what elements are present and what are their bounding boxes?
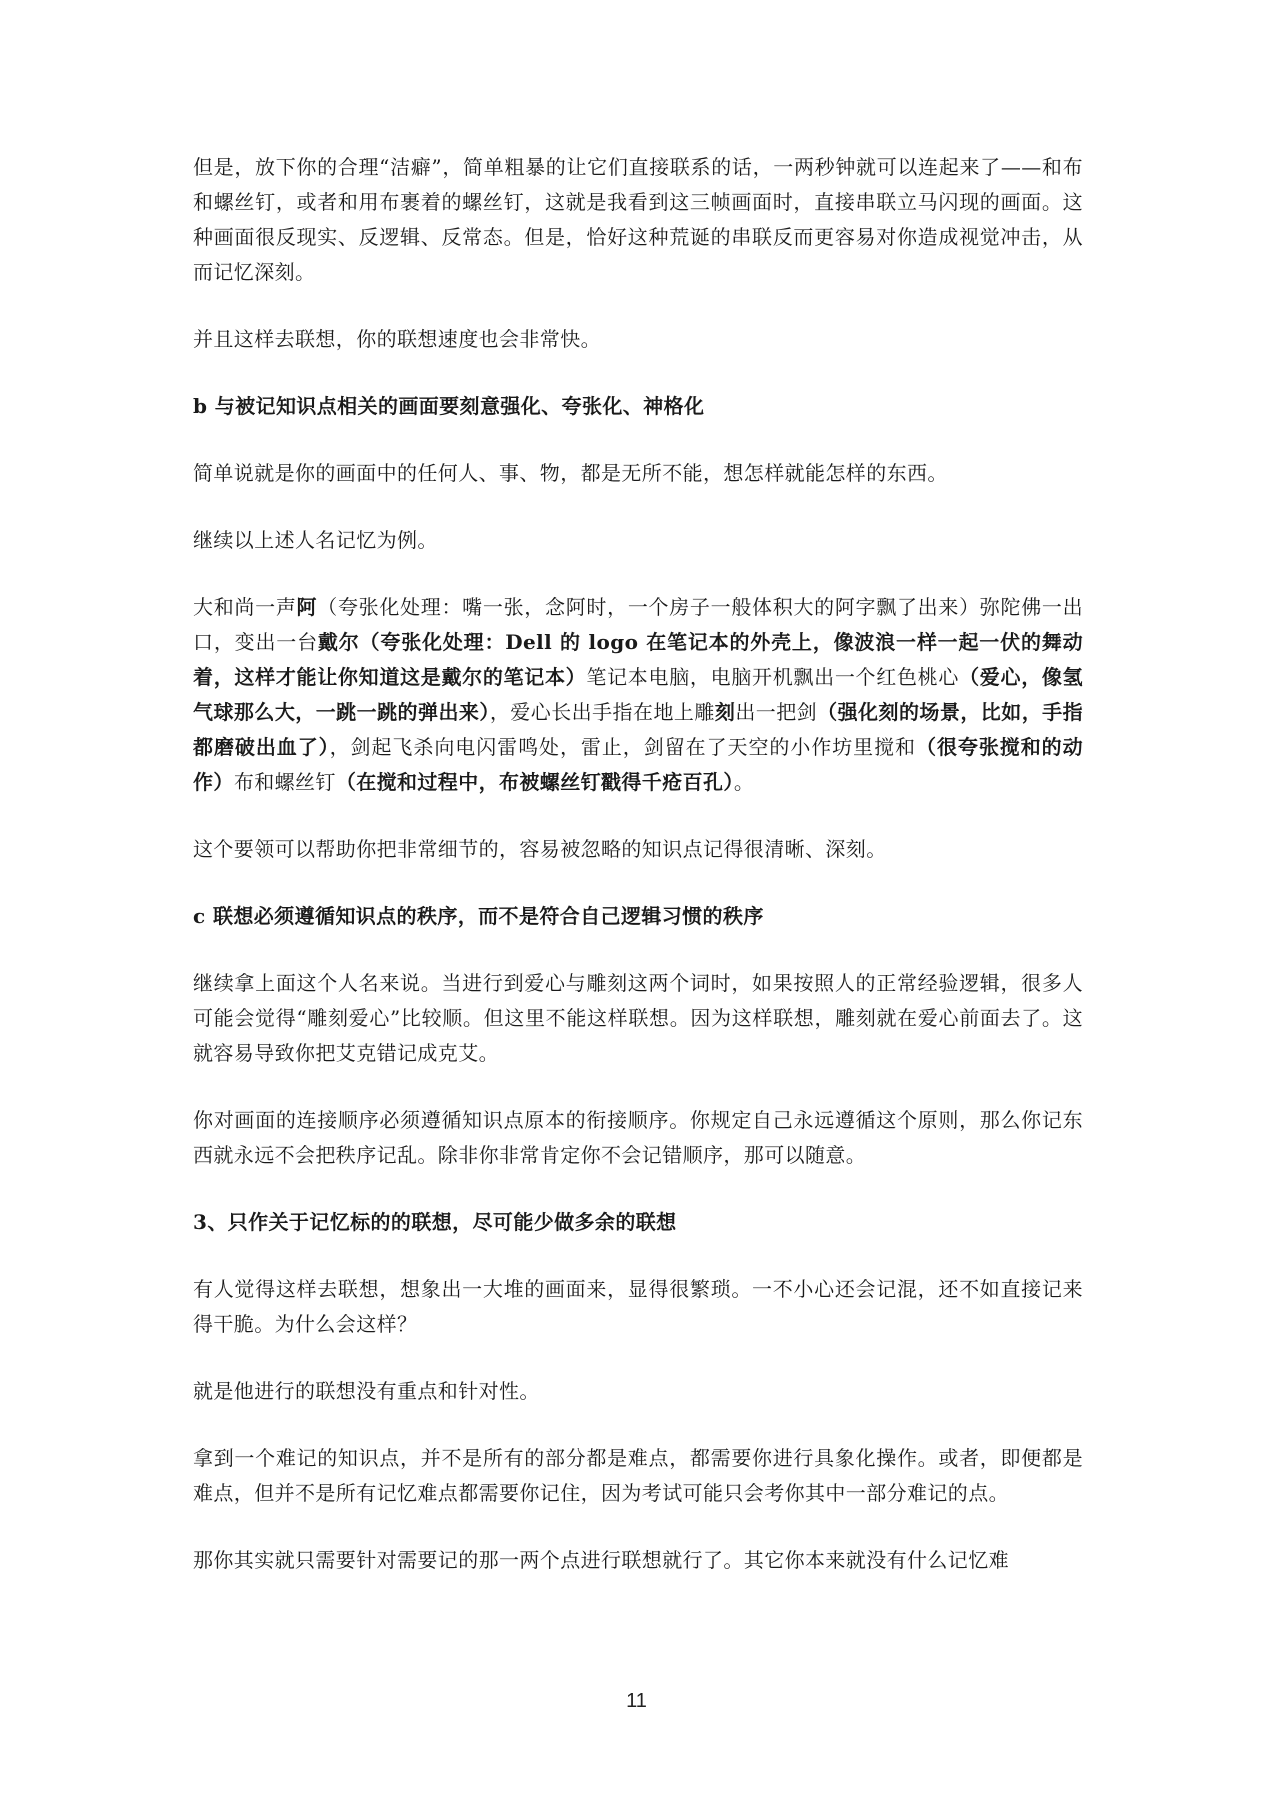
bold-text-run: 刻: [714, 700, 736, 724]
text-run: 出一把剑: [735, 700, 818, 724]
paragraph: 继续拿上面这个人名来说。当进行到爱心与雕刻这两个词时，如果按照人的正常经验逻辑，很多人可能会觉得“雕刻爱心”比较顺。但这里不能这样联想。因为这样联想，雕刻就在爱心前面去了。这就容易导致你把艾克错记成克艾。: [193, 971, 1083, 1065]
text-run: ，爱心长出手指在地上雕: [489, 700, 715, 724]
paragraph: 继续以上述人名记忆为例。: [193, 528, 438, 552]
bold-text-run: （在搅和过程中，布被螺丝钉戳得千疮百孔）: [335, 770, 734, 794]
paragraph: 拿到一个难记的知识点，并不是所有的部分都是难点，都需要你进行具象化操作。或者，即便都是难点，但并不是所有记忆难点都需要你记住，因为考试可能只会考你其中一部分难记的点。: [193, 1446, 1083, 1505]
paragraph: 但是，放下你的合理“洁癖”，简单粗暴的让它们直接联系的话，一两秒钟就可以连起来了——和布和螺丝钉，或者和用布裹着的螺丝钉，这就是我看到这三帧画面时，直接串联立马闪现的画面。这种画面很反现实、反逻辑、反常态。但是，恰好这种荒诞的串联反而更容易对你造成视觉冲击，从而记忆深刻。: [193, 155, 1083, 284]
bold-text-run: 戴尔（夸张化处理：Dell 的 logo 在笔记本的外壳上，像波浪一样一起一伏的舞动着，这样才能让你知道这是戴尔的笔记本）: [193, 630, 1083, 689]
document-body: [193, 150, 1083, 1610]
text-run: 。: [733, 770, 755, 794]
paragraph: 简单说就是你的画面中的任何人、事、物，都是无所不能，想怎样就能怎样的东西。: [193, 461, 948, 485]
text-run: 笔记本电脑，电脑开机飘出一个红色桃心: [586, 665, 960, 689]
page-number: 11: [626, 1690, 647, 1712]
paragraph: 就是他进行的联想没有重点和针对性。: [193, 1379, 540, 1403]
section-heading-b: b 与被记知识点相关的画面要刻意强化、夸张化、神格化: [193, 394, 705, 418]
example-paragraph: [193, 590, 1083, 800]
bold-text-run: 阿: [296, 595, 318, 619]
paragraph: 并且这样去联想，你的联想速度也会非常快。: [193, 327, 601, 351]
bold-text-run: （爱心，像氢气球那么大，一跳一跳的弹出来）: [193, 665, 1083, 724]
paragraph: 你对画面的连接顺序必须遵循知识点原本的衔接顺序。你规定自己永远遵循这个原则，那么你记东西就永远不会把秩序记乱。除非你非常肯定你不会记错顺序，那可以随意。: [193, 1108, 1083, 1167]
text-run: ，剑起飞杀向电闪雷鸣处，雷止，剑留在了天空的小作坊里搅和: [329, 735, 916, 759]
paragraph: 有人觉得这样去联想，想象出一大堆的画面来，显得很繁琐。一不小心还会记混，还不如直接记来得干脆。为什么会这样？: [193, 1277, 1083, 1336]
text-run: 大和尚一声: [193, 595, 297, 619]
section-heading-3: 3、只作关于记忆标的的联想，尽可能少做多余的联想: [193, 1210, 677, 1234]
text-run: （夸张化处理：嘴一张，念阿时，一个房子一般体积大的阿字飘了出来）弥陀佛一出口，变出一台: [193, 595, 1084, 654]
text-run: 布和螺丝钉: [233, 770, 336, 794]
bold-text-run: （很夸张搅和的动作）: [193, 735, 1083, 794]
bold-text-run: （强化刻的场景，比如，手指都磨破出血了）: [193, 700, 1084, 759]
section-heading-c: c 联想必须遵循知识点的秩序，而不是符合自己逻辑习惯的秩序: [193, 904, 764, 928]
paragraph: 那你其实就只需要针对需要记的那一两个点进行联想就行了。其它你本来就没有什么记忆难: [193, 1548, 1009, 1572]
paragraph: 这个要领可以帮助你把非常细节的，容易被忽略的知识点记得很清晰、深刻。: [193, 837, 887, 861]
